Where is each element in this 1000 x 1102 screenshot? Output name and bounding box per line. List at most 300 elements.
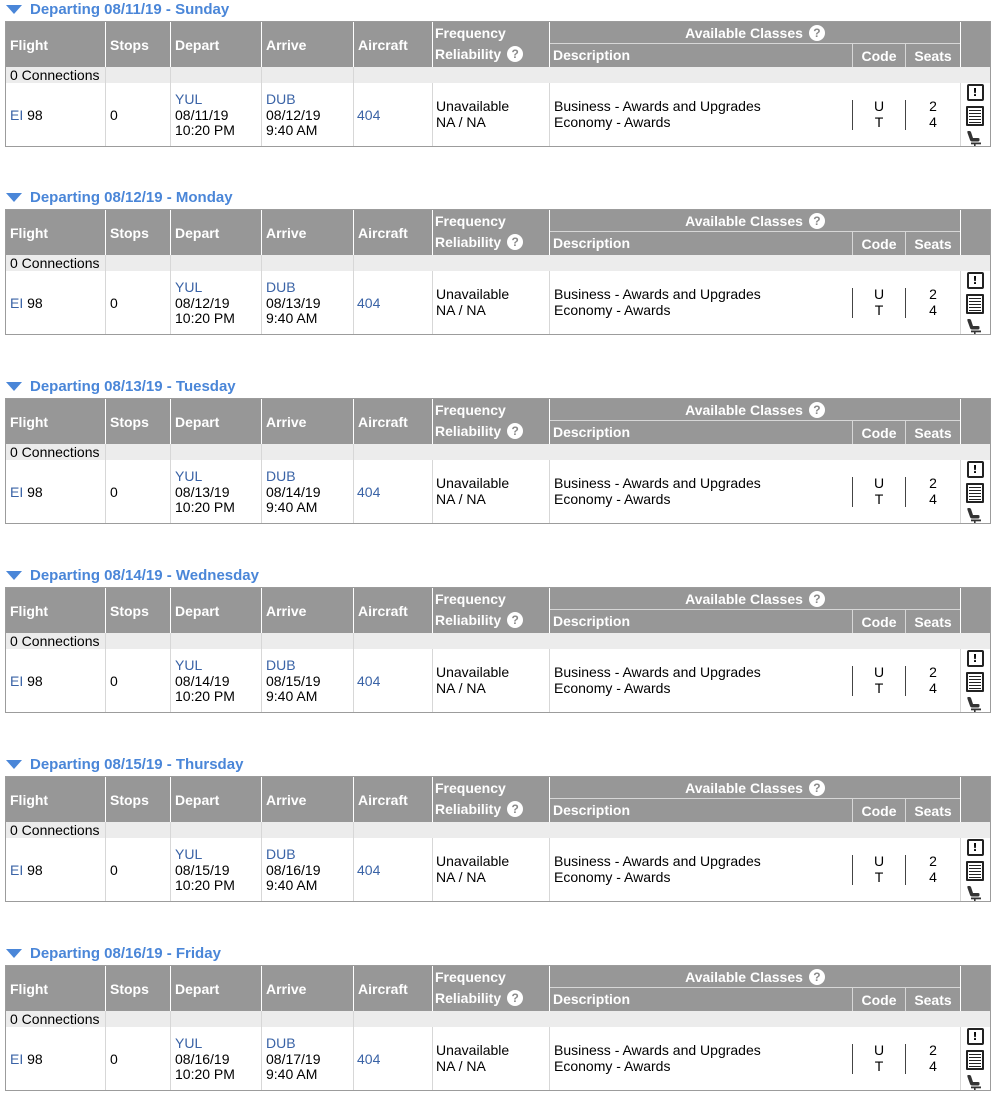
stops-value: 0 bbox=[110, 106, 118, 123]
help-circle-icon[interactable]: ? bbox=[809, 591, 825, 607]
header-arrive bbox=[262, 399, 353, 444]
triangle-down-icon[interactable] bbox=[6, 571, 22, 580]
section-title[interactable]: Departing 08/16/19 - Friday bbox=[30, 944, 221, 962]
stops-cell bbox=[110, 838, 168, 901]
section-title[interactable]: Departing 08/14/19 - Wednesday bbox=[30, 566, 259, 584]
header-code-label: Code bbox=[861, 424, 897, 441]
help-circle-icon[interactable]: ? bbox=[809, 25, 825, 41]
airline-code-link[interactable]: EI bbox=[10, 1050, 24, 1067]
header-actions bbox=[961, 966, 990, 1011]
frequency-reliability-cell bbox=[436, 838, 548, 901]
depart-airport-link[interactable]: YUL bbox=[175, 846, 203, 862]
day-section bbox=[0, 566, 1000, 716]
header-arrive-label: Arrive bbox=[266, 224, 307, 241]
depart-airport-link[interactable]: YUL bbox=[175, 1035, 203, 1051]
header-arrive bbox=[262, 966, 353, 1011]
header-seats-label: Seats bbox=[914, 802, 952, 819]
day-section bbox=[0, 944, 1000, 1094]
header-arrive-label: Arrive bbox=[266, 413, 307, 430]
arrive-time: 9:40 AM bbox=[266, 688, 318, 704]
alert-box-icon[interactable]: ! bbox=[967, 839, 984, 856]
frequency-reliability-cell bbox=[436, 1027, 548, 1090]
header-aircraft-label: Aircraft bbox=[358, 36, 408, 53]
help-circle-icon[interactable]: ? bbox=[507, 234, 523, 250]
class-seats-value: 2 bbox=[929, 475, 937, 491]
section-title[interactable]: Departing 08/13/19 - Tuesday bbox=[30, 377, 236, 395]
arrive-date: 08/13/19 bbox=[266, 294, 321, 311]
row-actions bbox=[966, 272, 984, 334]
connections-label: 0 Connections bbox=[10, 633, 100, 649]
arrive-cell bbox=[266, 1027, 351, 1090]
class-descriptions bbox=[554, 83, 849, 146]
airline-code-link[interactable]: EI bbox=[10, 294, 24, 311]
header-description-label: Description bbox=[553, 424, 631, 440]
connections-label: 0 Connections bbox=[10, 255, 100, 271]
day-section bbox=[0, 0, 1000, 150]
flight-cell bbox=[10, 460, 104, 523]
header-reliability-label: Reliability bbox=[435, 612, 502, 628]
class-codes bbox=[853, 649, 905, 712]
class-description: Business - Awards and Upgrades bbox=[554, 1042, 761, 1058]
class-code: U bbox=[873, 286, 885, 302]
header-depart-label: Depart bbox=[175, 602, 220, 619]
header-aircraft-label: Aircraft bbox=[358, 413, 408, 430]
seat-icon[interactable] bbox=[966, 318, 984, 334]
depart-date: 08/11/19 bbox=[175, 106, 229, 123]
seat-icon[interactable] bbox=[966, 507, 984, 523]
aircraft-link[interactable]: 404 bbox=[357, 672, 381, 689]
class-codes bbox=[853, 1027, 905, 1090]
class-descriptions bbox=[554, 460, 849, 523]
depart-cell bbox=[175, 271, 259, 334]
aircraft-cell bbox=[357, 460, 431, 523]
header-code-label: Code bbox=[861, 235, 897, 252]
aircraft-link[interactable]: 404 bbox=[357, 106, 381, 123]
section-title[interactable]: Departing 08/11/19 - Sunday bbox=[30, 0, 230, 18]
reliability-value: NA / NA bbox=[436, 490, 486, 507]
header-available-classes-label: Available Classes bbox=[685, 590, 803, 607]
triangle-down-icon[interactable] bbox=[6, 5, 22, 14]
row-actions bbox=[966, 650, 984, 712]
aircraft-link[interactable]: 404 bbox=[357, 294, 381, 311]
class-seats bbox=[906, 271, 960, 334]
header-arrive bbox=[262, 777, 353, 822]
header-description-label: Description bbox=[553, 802, 631, 818]
arrive-cell bbox=[266, 649, 351, 712]
stops-cell bbox=[110, 649, 168, 712]
flight-table bbox=[5, 209, 991, 335]
connections-row bbox=[6, 67, 990, 83]
class-seats-value: 2 bbox=[929, 286, 937, 302]
document-icon[interactable] bbox=[966, 1050, 984, 1070]
depart-date: 08/14/19 bbox=[175, 672, 230, 689]
stops-cell bbox=[110, 460, 168, 523]
header-depart-label: Depart bbox=[175, 791, 220, 808]
header-code-label: Code bbox=[861, 47, 897, 64]
airline-code-link[interactable]: EI bbox=[10, 861, 24, 878]
arrive-date: 08/15/19 bbox=[266, 672, 321, 689]
header-flight bbox=[6, 399, 105, 444]
alert-box-icon[interactable]: ! bbox=[967, 84, 984, 101]
header-stops bbox=[106, 399, 170, 444]
row-actions bbox=[966, 461, 984, 523]
arrive-time: 9:40 AM bbox=[266, 122, 318, 138]
class-descriptions bbox=[554, 1027, 849, 1090]
header-aircraft bbox=[354, 588, 432, 633]
triangle-down-icon[interactable] bbox=[6, 949, 22, 958]
class-seats-value: 2 bbox=[929, 1042, 937, 1058]
class-descriptions bbox=[554, 838, 849, 901]
header-stops bbox=[106, 588, 170, 633]
header-available-classes-label: Available Classes bbox=[685, 24, 803, 41]
aircraft-cell bbox=[357, 271, 431, 334]
class-seats-value: 2 bbox=[929, 98, 937, 114]
triangle-down-icon[interactable] bbox=[6, 382, 22, 391]
class-description: Economy - Awards bbox=[554, 679, 671, 696]
triangle-down-icon[interactable] bbox=[6, 760, 22, 769]
header-arrive-label: Arrive bbox=[266, 980, 307, 997]
section-toggle[interactable] bbox=[6, 0, 229, 18]
header-depart-label: Depart bbox=[175, 224, 220, 241]
class-seats-value: 2 bbox=[929, 664, 937, 680]
class-code: U bbox=[873, 475, 885, 491]
airline-code-link[interactable]: EI bbox=[10, 672, 24, 689]
class-seats bbox=[906, 460, 960, 523]
flight-table bbox=[5, 587, 991, 713]
class-description: Business - Awards and Upgrades bbox=[554, 286, 761, 302]
reliability-value: NA / NA bbox=[436, 679, 486, 696]
class-code: U bbox=[873, 1042, 885, 1058]
class-codes bbox=[853, 83, 905, 146]
header-actions bbox=[961, 399, 990, 444]
alert-box-icon[interactable]: ! bbox=[967, 1028, 984, 1045]
class-seats bbox=[906, 649, 960, 712]
depart-cell bbox=[175, 1027, 259, 1090]
arrive-airport-link[interactable]: DUB bbox=[266, 468, 296, 484]
document-icon[interactable] bbox=[966, 861, 984, 881]
class-description: Business - Awards and Upgrades bbox=[554, 853, 761, 869]
header-code-label: Code bbox=[861, 802, 897, 819]
header-available-classes-label: Available Classes bbox=[685, 779, 803, 796]
header-flight-label: Flight bbox=[10, 413, 49, 430]
aircraft-link[interactable]: 404 bbox=[357, 1050, 381, 1067]
help-circle-icon[interactable]: ? bbox=[507, 423, 523, 439]
arrive-airport-link[interactable]: DUB bbox=[266, 846, 296, 862]
header-flight-label: Flight bbox=[10, 224, 49, 241]
reliability-value: NA / NA bbox=[436, 868, 486, 885]
flight-number: 98 bbox=[27, 294, 43, 311]
header-stops bbox=[106, 777, 170, 822]
row-actions bbox=[966, 839, 984, 901]
seat-icon[interactable] bbox=[966, 1074, 984, 1090]
depart-cell bbox=[175, 649, 259, 712]
frequency-value: Unavailable bbox=[436, 664, 510, 680]
arrive-cell bbox=[266, 83, 351, 146]
section-toggle[interactable] bbox=[6, 377, 236, 395]
help-circle-icon[interactable]: ? bbox=[507, 801, 523, 817]
class-seats-value: 4 bbox=[929, 490, 937, 507]
seat-icon[interactable] bbox=[966, 885, 984, 901]
depart-time: 10:20 PM bbox=[175, 688, 235, 704]
stops-value: 0 bbox=[110, 483, 118, 500]
help-circle-icon[interactable]: ? bbox=[809, 969, 825, 985]
alert-box-icon[interactable]: ! bbox=[967, 461, 984, 478]
header-available-classes bbox=[550, 22, 960, 67]
arrive-airport-link[interactable]: DUB bbox=[266, 279, 296, 295]
flight-number: 98 bbox=[27, 1050, 43, 1067]
help-circle-icon[interactable]: ? bbox=[809, 780, 825, 796]
section-title[interactable]: Departing 08/12/19 - Monday bbox=[30, 188, 233, 206]
section-toggle[interactable] bbox=[6, 755, 243, 773]
header-available-classes bbox=[550, 966, 960, 1011]
header-available-classes-label: Available Classes bbox=[685, 212, 803, 229]
day-section bbox=[0, 755, 1000, 905]
stops-value: 0 bbox=[110, 861, 118, 878]
header-code-label: Code bbox=[861, 613, 897, 630]
header-seats-label: Seats bbox=[914, 613, 952, 630]
depart-date: 08/15/19 bbox=[175, 861, 230, 878]
depart-airport-link[interactable]: YUL bbox=[175, 657, 203, 673]
header-stops-label: Stops bbox=[110, 980, 149, 997]
class-description: Economy - Awards bbox=[554, 301, 671, 318]
flight-table bbox=[5, 776, 991, 902]
depart-time: 10:20 PM bbox=[175, 310, 235, 326]
airline-code-link[interactable]: EI bbox=[10, 106, 24, 123]
header-code-label: Code bbox=[861, 991, 897, 1008]
airline-code-link[interactable]: EI bbox=[10, 483, 24, 500]
aircraft-link[interactable]: 404 bbox=[357, 483, 381, 500]
class-description: Business - Awards and Upgrades bbox=[554, 98, 761, 114]
header-actions bbox=[961, 588, 990, 633]
help-circle-icon[interactable]: ? bbox=[507, 46, 523, 62]
arrive-date: 08/14/19 bbox=[266, 483, 321, 500]
flight-number: 98 bbox=[27, 106, 43, 123]
seat-icon[interactable] bbox=[966, 130, 984, 146]
flight-cell bbox=[10, 271, 104, 334]
header-aircraft bbox=[354, 777, 432, 822]
class-codes bbox=[853, 460, 905, 523]
header-frequency-reliability bbox=[433, 777, 549, 822]
header-description-label: Description bbox=[553, 991, 631, 1007]
header-depart bbox=[171, 399, 261, 444]
header-frequency-label: Frequency bbox=[435, 402, 506, 418]
header-flight-label: Flight bbox=[10, 36, 49, 53]
frequency-value: Unavailable bbox=[436, 475, 510, 491]
aircraft-link[interactable]: 404 bbox=[357, 861, 381, 878]
depart-date: 08/13/19 bbox=[175, 483, 230, 500]
class-seats-value: 4 bbox=[929, 1057, 937, 1074]
header-available-classes bbox=[550, 399, 960, 444]
flight-cell bbox=[10, 649, 104, 712]
header-aircraft bbox=[354, 210, 432, 255]
header-depart-label: Depart bbox=[175, 36, 220, 53]
header-actions bbox=[961, 777, 990, 822]
connections-row bbox=[6, 444, 990, 460]
seat-icon[interactable] bbox=[966, 696, 984, 712]
class-description: Economy - Awards bbox=[554, 490, 671, 507]
header-aircraft bbox=[354, 399, 432, 444]
class-code: T bbox=[874, 679, 884, 696]
arrive-time: 9:40 AM bbox=[266, 499, 318, 515]
flight-table bbox=[5, 21, 991, 147]
depart-time: 10:20 PM bbox=[175, 122, 235, 138]
class-description: Business - Awards and Upgrades bbox=[554, 475, 761, 491]
header-frequency-reliability bbox=[433, 588, 549, 633]
help-circle-icon[interactable]: ? bbox=[507, 990, 523, 1006]
arrive-time: 9:40 AM bbox=[266, 1066, 318, 1082]
arrive-time: 9:40 AM bbox=[266, 310, 318, 326]
header-arrive bbox=[262, 588, 353, 633]
frequency-value: Unavailable bbox=[436, 286, 510, 302]
header-aircraft-label: Aircraft bbox=[358, 980, 408, 997]
alert-box-icon[interactable]: ! bbox=[967, 650, 984, 667]
depart-time: 10:20 PM bbox=[175, 877, 235, 893]
header-flight-label: Flight bbox=[10, 791, 49, 808]
row-actions bbox=[966, 1028, 984, 1090]
reliability-value: NA / NA bbox=[436, 301, 486, 318]
document-icon[interactable] bbox=[966, 672, 984, 692]
class-seats-value: 4 bbox=[929, 868, 937, 885]
day-section bbox=[0, 188, 1000, 338]
flight-table bbox=[5, 965, 991, 1091]
alert-box-icon[interactable]: ! bbox=[967, 272, 984, 289]
connections-label: 0 Connections bbox=[10, 822, 100, 838]
header-description-label: Description bbox=[553, 235, 631, 251]
header-description-label: Description bbox=[553, 613, 631, 629]
frequency-reliability-cell bbox=[436, 649, 548, 712]
header-depart-label: Depart bbox=[175, 413, 220, 430]
arrive-cell bbox=[266, 838, 351, 901]
header-available-classes-label: Available Classes bbox=[685, 401, 803, 418]
header-arrive bbox=[262, 210, 353, 255]
header-frequency-reliability bbox=[433, 966, 549, 1011]
help-circle-icon[interactable]: ? bbox=[507, 612, 523, 628]
depart-date: 08/16/19 bbox=[175, 1050, 230, 1067]
header-depart-label: Depart bbox=[175, 980, 220, 997]
stops-value: 0 bbox=[110, 1050, 118, 1067]
class-descriptions bbox=[554, 649, 849, 712]
aircraft-cell bbox=[357, 1027, 431, 1090]
arrive-airport-link[interactable]: DUB bbox=[266, 657, 296, 673]
header-aircraft bbox=[354, 966, 432, 1011]
frequency-value: Unavailable bbox=[436, 98, 510, 114]
header-depart bbox=[171, 777, 261, 822]
header-reliability-label: Reliability bbox=[435, 990, 502, 1006]
header-depart bbox=[171, 588, 261, 633]
document-icon[interactable] bbox=[966, 294, 984, 314]
section-toggle[interactable] bbox=[6, 944, 221, 962]
arrive-time: 9:40 AM bbox=[266, 877, 318, 893]
header-flight bbox=[6, 966, 105, 1011]
header-description-label: Description bbox=[553, 47, 631, 63]
arrive-date: 08/17/19 bbox=[266, 1050, 321, 1067]
document-icon[interactable] bbox=[966, 483, 984, 503]
stops-value: 0 bbox=[110, 672, 118, 689]
depart-airport-link[interactable]: YUL bbox=[175, 91, 203, 107]
reliability-value: NA / NA bbox=[436, 113, 486, 130]
header-aircraft bbox=[354, 22, 432, 67]
header-frequency-label: Frequency bbox=[435, 591, 506, 607]
header-reliability-label: Reliability bbox=[435, 801, 502, 817]
help-circle-icon[interactable]: ? bbox=[809, 402, 825, 418]
section-toggle[interactable] bbox=[6, 566, 259, 584]
depart-time: 10:20 PM bbox=[175, 1066, 235, 1082]
arrive-airport-link[interactable]: DUB bbox=[266, 1035, 296, 1051]
header-stops-label: Stops bbox=[110, 602, 149, 619]
header-aircraft-label: Aircraft bbox=[358, 602, 408, 619]
stops-cell bbox=[110, 83, 168, 146]
connections-row bbox=[6, 1011, 990, 1027]
header-flight-label: Flight bbox=[10, 980, 49, 997]
class-seats bbox=[906, 83, 960, 146]
header-seats-label: Seats bbox=[914, 47, 952, 64]
header-available-classes-label: Available Classes bbox=[685, 968, 803, 985]
arrive-airport-link[interactable]: DUB bbox=[266, 91, 296, 107]
connections-label: 0 Connections bbox=[10, 444, 100, 460]
connections-row bbox=[6, 255, 990, 271]
header-flight bbox=[6, 777, 105, 822]
header-frequency-reliability bbox=[433, 22, 549, 67]
arrive-cell bbox=[266, 460, 351, 523]
header-seats-label: Seats bbox=[914, 991, 952, 1008]
flight-number: 98 bbox=[27, 861, 43, 878]
header-frequency-label: Frequency bbox=[435, 25, 506, 41]
header-reliability-label: Reliability bbox=[435, 46, 502, 62]
header-arrive bbox=[262, 22, 353, 67]
class-code: T bbox=[874, 113, 884, 130]
header-stops-label: Stops bbox=[110, 791, 149, 808]
header-frequency-reliability bbox=[433, 399, 549, 444]
header-stops bbox=[106, 22, 170, 67]
header-frequency-label: Frequency bbox=[435, 969, 506, 985]
header-stops-label: Stops bbox=[110, 36, 149, 53]
stops-cell bbox=[110, 271, 168, 334]
class-code: T bbox=[874, 1057, 884, 1074]
stops-value: 0 bbox=[110, 294, 118, 311]
document-icon[interactable] bbox=[966, 106, 984, 126]
arrive-cell bbox=[266, 271, 351, 334]
class-code: U bbox=[873, 98, 885, 114]
header-flight-label: Flight bbox=[10, 602, 49, 619]
triangle-down-icon[interactable] bbox=[6, 193, 22, 202]
header-flight bbox=[6, 22, 105, 67]
header-depart bbox=[171, 966, 261, 1011]
class-code: T bbox=[874, 490, 884, 507]
header-flight bbox=[6, 588, 105, 633]
header-seats-label: Seats bbox=[914, 424, 952, 441]
section-toggle[interactable] bbox=[6, 188, 233, 206]
header-actions bbox=[961, 210, 990, 255]
frequency-reliability-cell bbox=[436, 83, 548, 146]
connections-label: 0 Connections bbox=[10, 67, 100, 83]
flight-number: 98 bbox=[27, 672, 43, 689]
class-seats-value: 2 bbox=[929, 853, 937, 869]
day-section bbox=[0, 377, 1000, 527]
class-seats-value: 4 bbox=[929, 679, 937, 696]
depart-airport-link[interactable]: YUL bbox=[175, 468, 203, 484]
aircraft-cell bbox=[357, 83, 431, 146]
class-description: Economy - Awards bbox=[554, 868, 671, 885]
help-circle-icon[interactable]: ? bbox=[809, 213, 825, 229]
aircraft-cell bbox=[357, 838, 431, 901]
class-description: Economy - Awards bbox=[554, 1057, 671, 1074]
class-code: T bbox=[874, 301, 884, 318]
depart-airport-link[interactable]: YUL bbox=[175, 279, 203, 295]
header-stops bbox=[106, 966, 170, 1011]
connections-row bbox=[6, 633, 990, 649]
section-title[interactable]: Departing 08/15/19 - Thursday bbox=[30, 755, 244, 773]
class-code: T bbox=[874, 868, 884, 885]
